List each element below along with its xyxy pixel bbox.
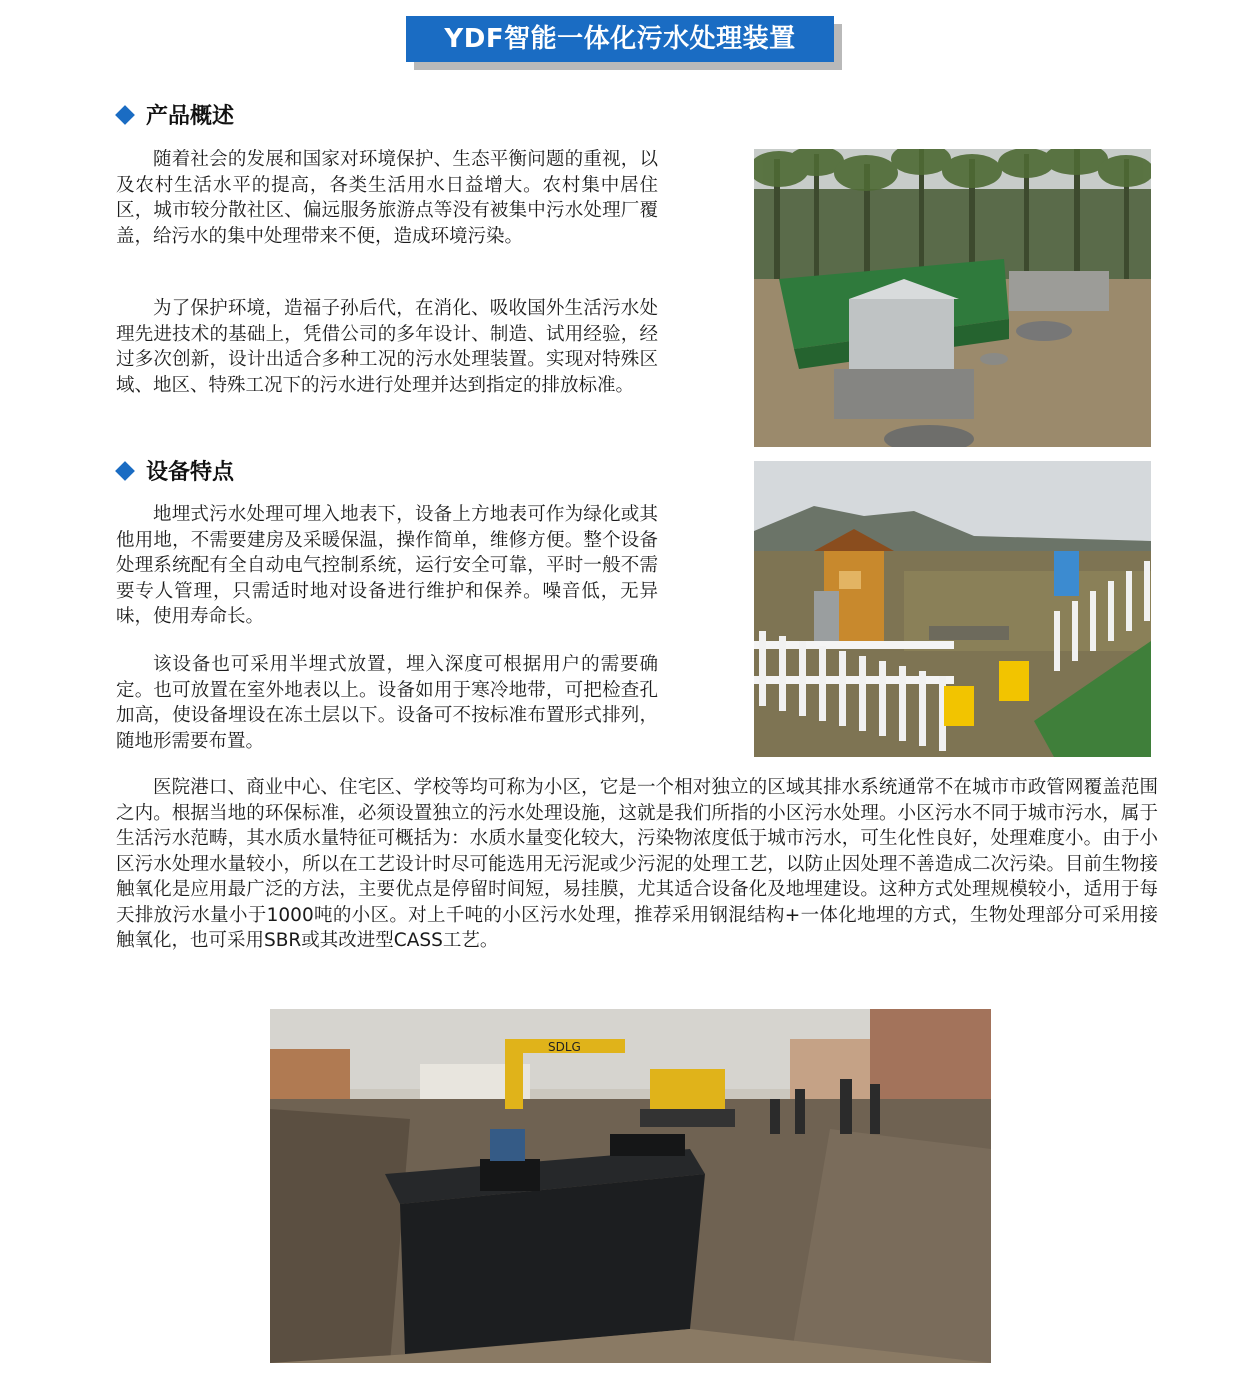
photo-excavation-tank bbox=[270, 1009, 991, 1363]
features-paragraph-2: 该设备也可采用半埋式放置，埋入深度可根据用户的需要确定。也可放置在室外地表以上。设备如用于寒冷地带，可把检查孔加高，使设备埋设在冻土层以下。设备可不按标准布置形式排列，随地形需要布置。 bbox=[116, 654, 658, 752]
diamond-bullet-icon bbox=[115, 105, 135, 125]
features-paragraph-1: 地埋式污水处理可埋入地表下，设备上方地表可作为绿化或其他用地，不需要建房及采暖保温，操作简单，维修方便。整个设备处理系统配有全自动电气控制系统，运行安全可靠，平时一般不需要专人管理，只需适时地对设备进行维护和保养。噪音低，无异味，使用寿命长。 bbox=[116, 504, 658, 627]
section-heading-text: 产品概述 bbox=[146, 104, 235, 129]
diamond-bullet-icon bbox=[115, 461, 135, 481]
overview-paragraph-2: 为了保护环境，造福子孙后代，在消化、吸收国外生活污水处理先进技术的基础上，凭借公司的多年设计、制造、试用经验，经过多次创新，设计出适合多种工况的污水处理装置。实现对特殊区域、地区、特殊工况下的污水进行处理并达到指定的排放标准。 bbox=[116, 298, 658, 396]
overview-paragraph-1: 随着社会的发展和国家对环境保护、生态平衡问题的重视，以及农村生活水平的提高，各类生活用水日益增大。农村集中居住区，城市较分散社区、偏远服务旅游点等没有被集中污水处理厂覆盖，给污水的集中处理带来不便，造成环境污染。 bbox=[116, 149, 658, 247]
section-heading-text: 设备特点 bbox=[146, 460, 235, 485]
section-heading-features bbox=[114, 458, 234, 488]
photo-fenced-site bbox=[754, 461, 1151, 757]
excavator-brand-label: SDLG bbox=[548, 1040, 581, 1054]
section-heading-overview bbox=[114, 102, 234, 132]
page-title: YDF智能一体化污水处理装置 bbox=[406, 16, 834, 62]
photo-installed-tanks bbox=[754, 149, 1151, 447]
community-paragraph: 医院港口、商业中心、住宅区、学校等均可称为小区，它是一个相对独立的区域其排水系统通常不在城市市政管网覆盖范围之内。根据当地的环保标准，必须设置独立的污水处理设施，这就是我们所指的小区污水处理。小区污水不同于城市污水，属于生活污水范畴，其水质水量特征可概括为：水质水量变化较大，污染物浓度低于城市污水，可生化性良好，处理难度小。由于小区污水处理水量较小，所以在工艺设计时尽可能选用无污泥或少污泥的处理工艺，以防止因处理不善造成二次污染。目前生物接触氧化是应用最广泛的方法，主要优点是停留时间短，易挂膜，尤其适合设备化及地埋建设。这种方式处理规模较小，适用于每天排放污水量小于1000吨的小区。对上千吨的小区污水处理，推荐采用钢混结构+一体化地埋的方式，生物处理部分可采用接触氧化，也可采用SBR或其改进型CASS工艺。 bbox=[116, 777, 1158, 951]
